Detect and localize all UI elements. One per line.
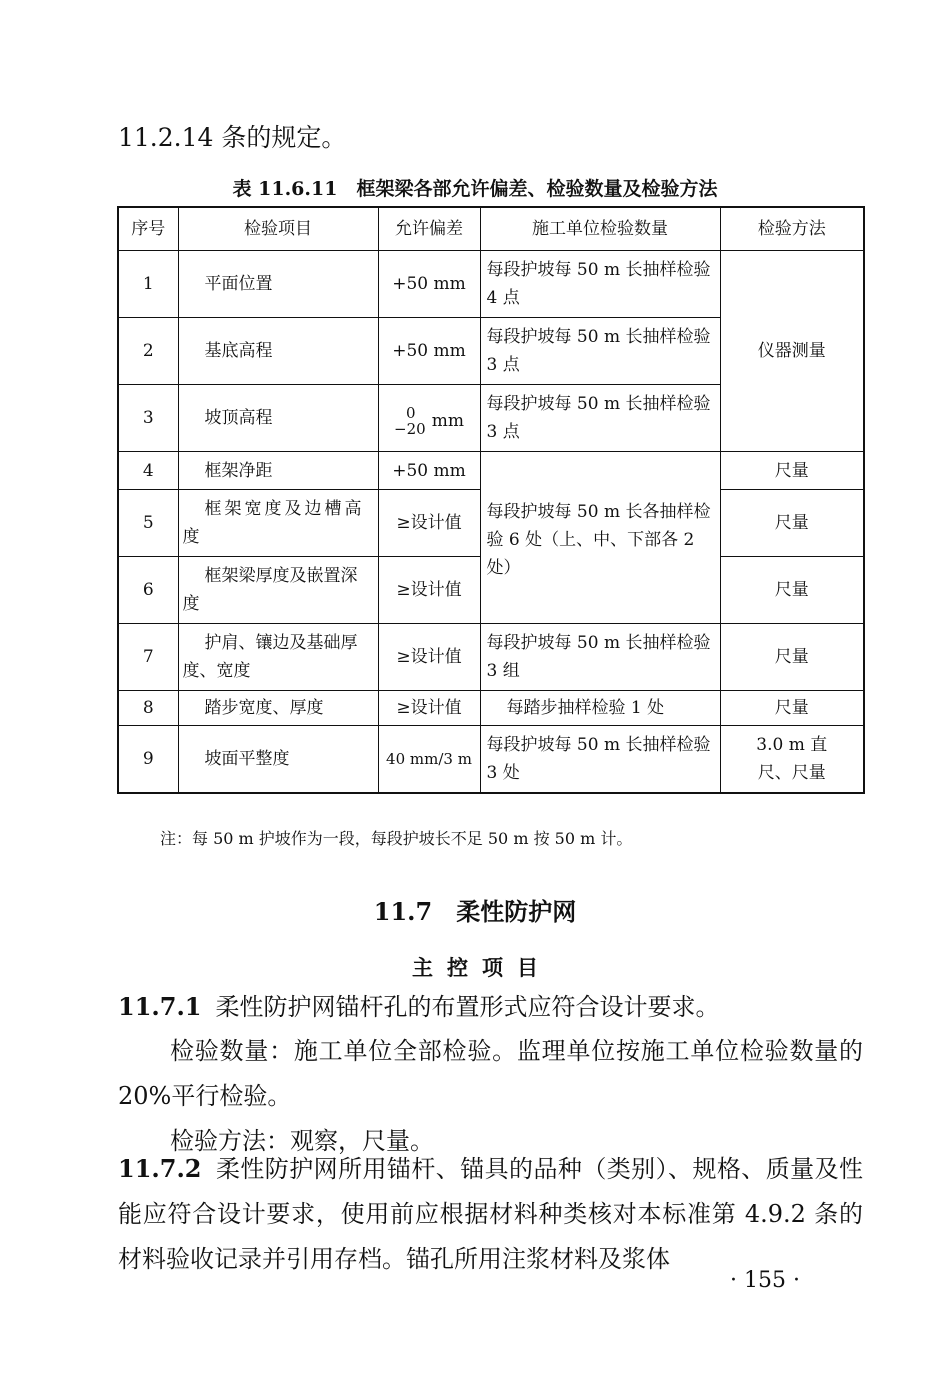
clause-number: 11.7.1 [118, 992, 202, 1021]
row-item: 平面位置 [178, 251, 378, 318]
row-tolerance: 40 mm/3 m [378, 726, 480, 794]
row-item: 框架宽度及边槽高度 [178, 490, 378, 557]
row-no: 8 [118, 691, 178, 726]
header-method: 检验方法 [720, 207, 864, 251]
table-note: 注：每 50 m 护坡作为一段，每段护坡长不足 50 m 按 50 m 计。 [160, 829, 633, 848]
table-row [118, 624, 864, 691]
row-quantity: 每段护坡每 50 m 长抽样检验 3 点 [480, 385, 720, 452]
row-item: 踏步宽度、厚度 [178, 691, 378, 726]
table-caption: 表 11.6.11 框架梁各部允许偏差、检验数量及检验方法 [232, 178, 718, 200]
tolerance-table [117, 206, 865, 794]
row-item: 框架梁厚度及嵌置深度 [178, 557, 378, 624]
row-method: 尺量 [720, 490, 864, 557]
table-row [118, 691, 864, 726]
row-quantity: 每踏步抽样检验 1 处 [480, 691, 720, 726]
tolerance-unit: mm [431, 411, 464, 431]
row-tolerance: ≥设计值 [378, 557, 480, 624]
row-item: 框架净距 [178, 452, 378, 490]
row-no: 5 [118, 490, 178, 557]
lead-text: 11.2.14 条的规定。 [118, 123, 347, 152]
row-method: 尺量 [720, 557, 864, 624]
clause-text: 柔性防护网所用锚杆、锚具的品种（类别）、规格、质量及性能应符合设计要求，使用前应根据材料种类核对本标准第 4.9.2 条的材料验收记录并引用存档。锚孔所用注浆材料及浆体 [118, 1155, 863, 1273]
row-quantity: 每段护坡每 50 m 长抽样检验 3 处 [480, 726, 720, 794]
row-quantity: 每段护坡每 50 m 长抽样检验 3 组 [480, 624, 720, 691]
row-tolerance: ≥设计值 [378, 490, 480, 557]
row-quantity: 每段护坡每 50 m 长抽样检验 3 点 [480, 318, 720, 385]
table-row [118, 452, 864, 490]
row-method: 3.0 m 直尺、尺量 [720, 726, 864, 794]
page-number: · 155 · [730, 1268, 800, 1293]
row-method: 尺量 [720, 452, 864, 490]
quantity-rows-4-6: 每段护坡每 50 m 长各抽样检验 6 处（上、中、下部各 2 处） [480, 452, 720, 624]
tolerance-upper: 0 [406, 404, 416, 422]
row-no: 4 [118, 452, 178, 490]
header-item: 检验项目 [178, 207, 378, 251]
inspection-method-text: 检验方法：观察，尺量。 [170, 1127, 434, 1155]
row-tolerance: +50 mm [378, 251, 480, 318]
table-row [118, 726, 864, 794]
method-instrument: 仪器测量 [720, 251, 864, 452]
row-item: 基底高程 [178, 318, 378, 385]
tolerance-lower: −20 [394, 420, 426, 438]
row-tolerance [378, 385, 480, 452]
row-item: 坡面平整度 [178, 726, 378, 794]
row-tolerance: ≥设计值 [378, 691, 480, 726]
row-tolerance: +50 mm [378, 452, 480, 490]
clause-number: 11.7.2 [118, 1154, 202, 1183]
row-tolerance: +50 mm [378, 318, 480, 385]
row-no: 6 [118, 557, 178, 624]
row-method: 尺量 [720, 691, 864, 726]
clause-11-7-1 [118, 984, 863, 1030]
header-quantity: 施工单位检验数量 [480, 207, 720, 251]
clause-text: 柔性防护网锚杆孔的布置形式应符合设计要求。 [215, 993, 720, 1021]
section-title: 11.7 柔性防护网 [373, 897, 577, 926]
row-tolerance: ≥设计值 [378, 624, 480, 691]
table-row [118, 251, 864, 318]
row-no: 7 [118, 624, 178, 691]
row-item: 护肩、镶边及基础厚度、宽度 [178, 624, 378, 691]
row-no: 3 [118, 385, 178, 452]
row-quantity: 每段护坡每 50 m 长抽样检验 4 点 [480, 251, 720, 318]
table-header-row [118, 207, 864, 251]
header-tolerance: 允许偏差 [378, 207, 480, 251]
header-no: 序号 [118, 207, 178, 251]
section-subtitle: 主控项目 [412, 955, 552, 980]
row-item: 坡顶高程 [178, 385, 378, 452]
row-no: 2 [118, 318, 178, 385]
row-no: 9 [118, 726, 178, 794]
row-no: 1 [118, 251, 178, 318]
clause-11-7-2 [118, 1146, 863, 1282]
inspection-quantity-text: 检验数量：施工单位全部检验。监理单位按施工单位检验数量的 20%平行检验。 [118, 1037, 863, 1110]
row-method: 尺量 [720, 624, 864, 691]
